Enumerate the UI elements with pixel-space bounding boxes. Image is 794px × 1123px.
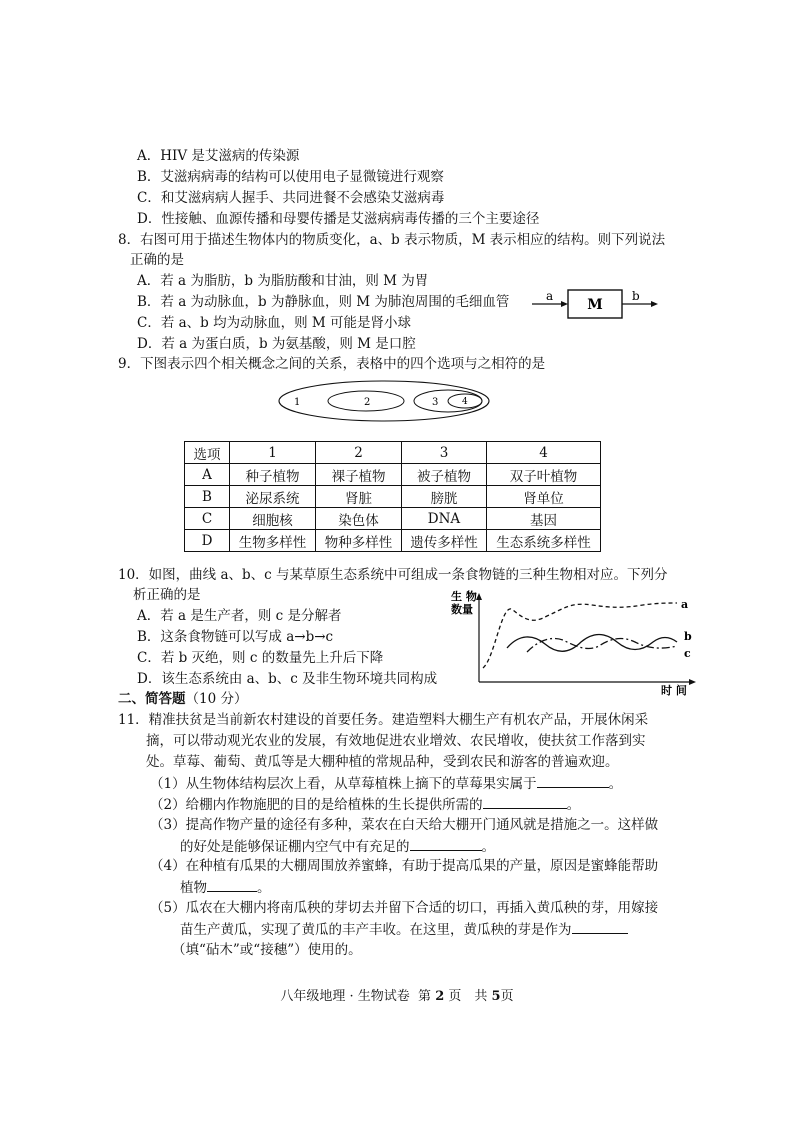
q11-stem-line2: 摘，可以带动观光农业的发展，有效地促进农业增效、农民增收，使扶贫工作落到实 bbox=[146, 733, 646, 749]
section-heading bbox=[118, 689, 247, 709]
table-cell: D bbox=[185, 530, 230, 552]
table-cell: B bbox=[185, 486, 230, 508]
table-cell: 双子叶植物 bbox=[487, 464, 601, 486]
table-header-row bbox=[185, 442, 601, 464]
q9-nested-ellipse-diagram bbox=[276, 378, 496, 428]
footer-total-pages: 5 bbox=[491, 989, 501, 1004]
table-cell: DNA bbox=[402, 508, 487, 530]
table-header-cell: 选项 bbox=[185, 442, 230, 464]
footer-title: 八年级地理 · 生物试卷 bbox=[280, 989, 410, 1004]
q11-stem-line1: 11．精准扶贫是当前新农村建设的首要任务。建造塑料大棚生产有机农产品，开展休闲采 bbox=[118, 712, 649, 728]
table-row bbox=[185, 530, 601, 552]
table-cell: 种子植物 bbox=[230, 464, 316, 486]
table-cell: 生态系统多样性 bbox=[487, 530, 601, 552]
q11-sub3-end: 。 bbox=[481, 839, 495, 855]
chart-y-arrowhead bbox=[476, 593, 482, 600]
answer-blank[interactable] bbox=[537, 773, 609, 788]
table-row bbox=[185, 508, 601, 530]
q8-output-arrowhead bbox=[651, 301, 658, 307]
footer-page-number: 2 bbox=[435, 989, 445, 1004]
table-cell: 物种多样性 bbox=[316, 530, 402, 552]
q11-sub1-end: 。 bbox=[608, 776, 623, 792]
q11-stem-line3: 处。草莓、葡萄、黄瓜等是大棚种植的常规品种，受到农民和游客的普遍欢迎。 bbox=[146, 754, 619, 770]
ellipse-1 bbox=[279, 381, 489, 421]
table-row bbox=[185, 486, 601, 508]
section-points: （10 分） bbox=[185, 691, 248, 707]
q11-sub4-line2 bbox=[180, 877, 271, 898]
q9-stem: 9．下图表示四个相关概念之间的关系，表格中的四个选项与之相符的是 bbox=[118, 356, 546, 372]
table-cell: 生物多样性 bbox=[230, 530, 316, 552]
ellipse-label-2: 2 bbox=[364, 397, 371, 408]
q8-output-label: b bbox=[632, 289, 640, 303]
q10-stem-cont: 析正确的是 bbox=[133, 587, 201, 603]
table-cell: C bbox=[185, 508, 230, 530]
q11-sub4-text: 植物 bbox=[180, 880, 207, 896]
chart-ylabel-line2: 数量 bbox=[451, 603, 473, 616]
table-header-cell: 3 bbox=[402, 442, 487, 464]
table-cell: 遗传多样性 bbox=[402, 530, 487, 552]
ellipse-label-4: 4 bbox=[462, 397, 468, 407]
chart-xlabel: 时 间 bbox=[661, 684, 687, 696]
q11-sub4-line1: （4）在种植有瓜果的大棚周围放养蜜蜂，有助于提高瓜果的产量，原因是蜜蜂能帮助 bbox=[150, 858, 659, 874]
footer-page-mid: 页 共 bbox=[448, 989, 488, 1004]
answer-blank[interactable] bbox=[483, 794, 567, 809]
answer-blank[interactable] bbox=[207, 877, 257, 892]
q9-options-table bbox=[184, 441, 601, 552]
q8-stem-cont: 正确的是 bbox=[130, 252, 184, 268]
q11-sub5-line1: （5）瓜农在大棚内将南瓜秧的芽切去并留下合适的切口，再插入黄瓜秧的芽，用嫁接 bbox=[150, 900, 659, 916]
chart-ylabel-line1: 生 物 bbox=[451, 590, 477, 603]
q11-sub2-end: 。 bbox=[566, 797, 581, 813]
ellipse-label-3: 3 bbox=[432, 397, 439, 408]
q11-sub5-text: 苗生产黄瓜，实现了黄瓜的丰产丰收。在这里，黄瓜秧的芽是作为 bbox=[180, 922, 572, 938]
answer-blank[interactable] bbox=[410, 836, 482, 851]
q7-option-d: D．性接触、血源传播和母婴传播是艾滋病病毒传播的三个主要途径 bbox=[137, 211, 540, 227]
q11-sub5-line2 bbox=[180, 919, 628, 940]
q10-option-c: C．若 b 灭绝，则 c 的数量先上升后下降 bbox=[137, 650, 384, 666]
q8-option-b: B．若 a 为动脉血，b 为静脉血，则 M 为肺泡周围的毛细血管 bbox=[137, 294, 510, 310]
table-cell: 肾脏 bbox=[316, 486, 402, 508]
ellipse-label-1: 1 bbox=[294, 397, 301, 408]
table-cell: 基因 bbox=[487, 508, 601, 530]
table-header-cell: 4 bbox=[487, 442, 601, 464]
q10-stem: 10．如图，曲线 a、b、c 与某草原生态系统中可组成一条食物链的三种生物相对应。下列分 bbox=[118, 567, 668, 583]
page-footer bbox=[0, 985, 794, 1004]
q11-sub3-line1: （3）提高作物产量的途径有多种，菜农在白天给大棚开门通风就是措施之一。这样做 bbox=[150, 817, 659, 833]
q7-option-a: A．HIV 是艾滋病的传染源 bbox=[137, 148, 300, 164]
q7-option-c: C．和艾滋病病人握手、共同进餐不会感染艾滋病毒 bbox=[137, 190, 445, 206]
q8-structure-label: M bbox=[587, 297, 603, 313]
q8-flow-diagram bbox=[530, 284, 680, 324]
table-header-cell: 1 bbox=[230, 442, 316, 464]
q8-option-d: D．若 a 为蛋白质，b 为氨基酸，则 M 是口腔 bbox=[137, 336, 416, 352]
footer-page-prefix: 第 bbox=[418, 989, 432, 1004]
q11-sub1-text: （1）从生物体结构层次上看，从草莓植株上摘下的草莓果实属于 bbox=[150, 776, 537, 792]
q8-input-label: a bbox=[546, 289, 554, 303]
table-cell: 细胞核 bbox=[230, 508, 316, 530]
q11-sub1 bbox=[150, 773, 622, 794]
table-cell: 被子植物 bbox=[402, 464, 487, 486]
q10-option-d: D．该生态系统由 a、b、c 及非生物环境共同构成 bbox=[137, 671, 438, 687]
q10-population-chart bbox=[447, 588, 707, 696]
table-cell: 膀胱 bbox=[402, 486, 487, 508]
answer-blank[interactable] bbox=[572, 919, 628, 934]
q11-sub4-end: 。 bbox=[257, 880, 271, 896]
q8-option-c: C．若 a、b 均为动脉血，则 M 可能是肾小球 bbox=[137, 315, 412, 331]
table-header-cell: 2 bbox=[316, 442, 402, 464]
curve-label-c: c bbox=[684, 647, 691, 660]
table-cell: 裸子植物 bbox=[316, 464, 402, 486]
curve-label-a: a bbox=[681, 598, 689, 611]
table-cell: 肾单位 bbox=[487, 486, 601, 508]
curve-label-b: b bbox=[684, 630, 692, 643]
table-cell: A bbox=[185, 464, 230, 486]
table-row bbox=[185, 464, 601, 486]
q8-stem: 8．右图可用于描述生物体内的物质变化，a、b 表示物质，M 表示相应的结构。则下列说法 bbox=[118, 232, 666, 248]
q11-sub2-text: （2）给棚内作物施肥的目的是给植株的生长提供所需的 bbox=[150, 797, 483, 813]
q8-option-a: A．若 a 为脂肪，b 为脂肪酸和甘油，则 M 为胃 bbox=[137, 273, 429, 289]
q11-sub3-line2 bbox=[180, 836, 495, 857]
table-cell: 染色体 bbox=[316, 508, 402, 530]
q10-option-a: A．若 a 是生产者，则 c 是分解者 bbox=[137, 608, 342, 624]
section-title: 二、简答题 bbox=[118, 691, 186, 707]
curve-a bbox=[483, 603, 677, 668]
chart-x-arrowhead bbox=[689, 679, 696, 685]
q11-sub3-text: 的好处是能够保证棚内空气中有充足的 bbox=[180, 839, 410, 855]
q7-option-b: B．艾滋病病毒的结构可以使用电子显微镜进行观察 bbox=[137, 169, 444, 185]
footer-page-suffix: 页 bbox=[500, 989, 514, 1004]
q11-sub2 bbox=[150, 794, 580, 815]
q10-option-b: B．这条食物链可以写成 a→b→c bbox=[137, 629, 334, 645]
q11-sub5-line3: （填“砧木”或“接穗”）使用的。 bbox=[172, 942, 362, 958]
table-cell: 泌尿系统 bbox=[230, 486, 316, 508]
q8-input-arrowhead bbox=[561, 301, 568, 307]
